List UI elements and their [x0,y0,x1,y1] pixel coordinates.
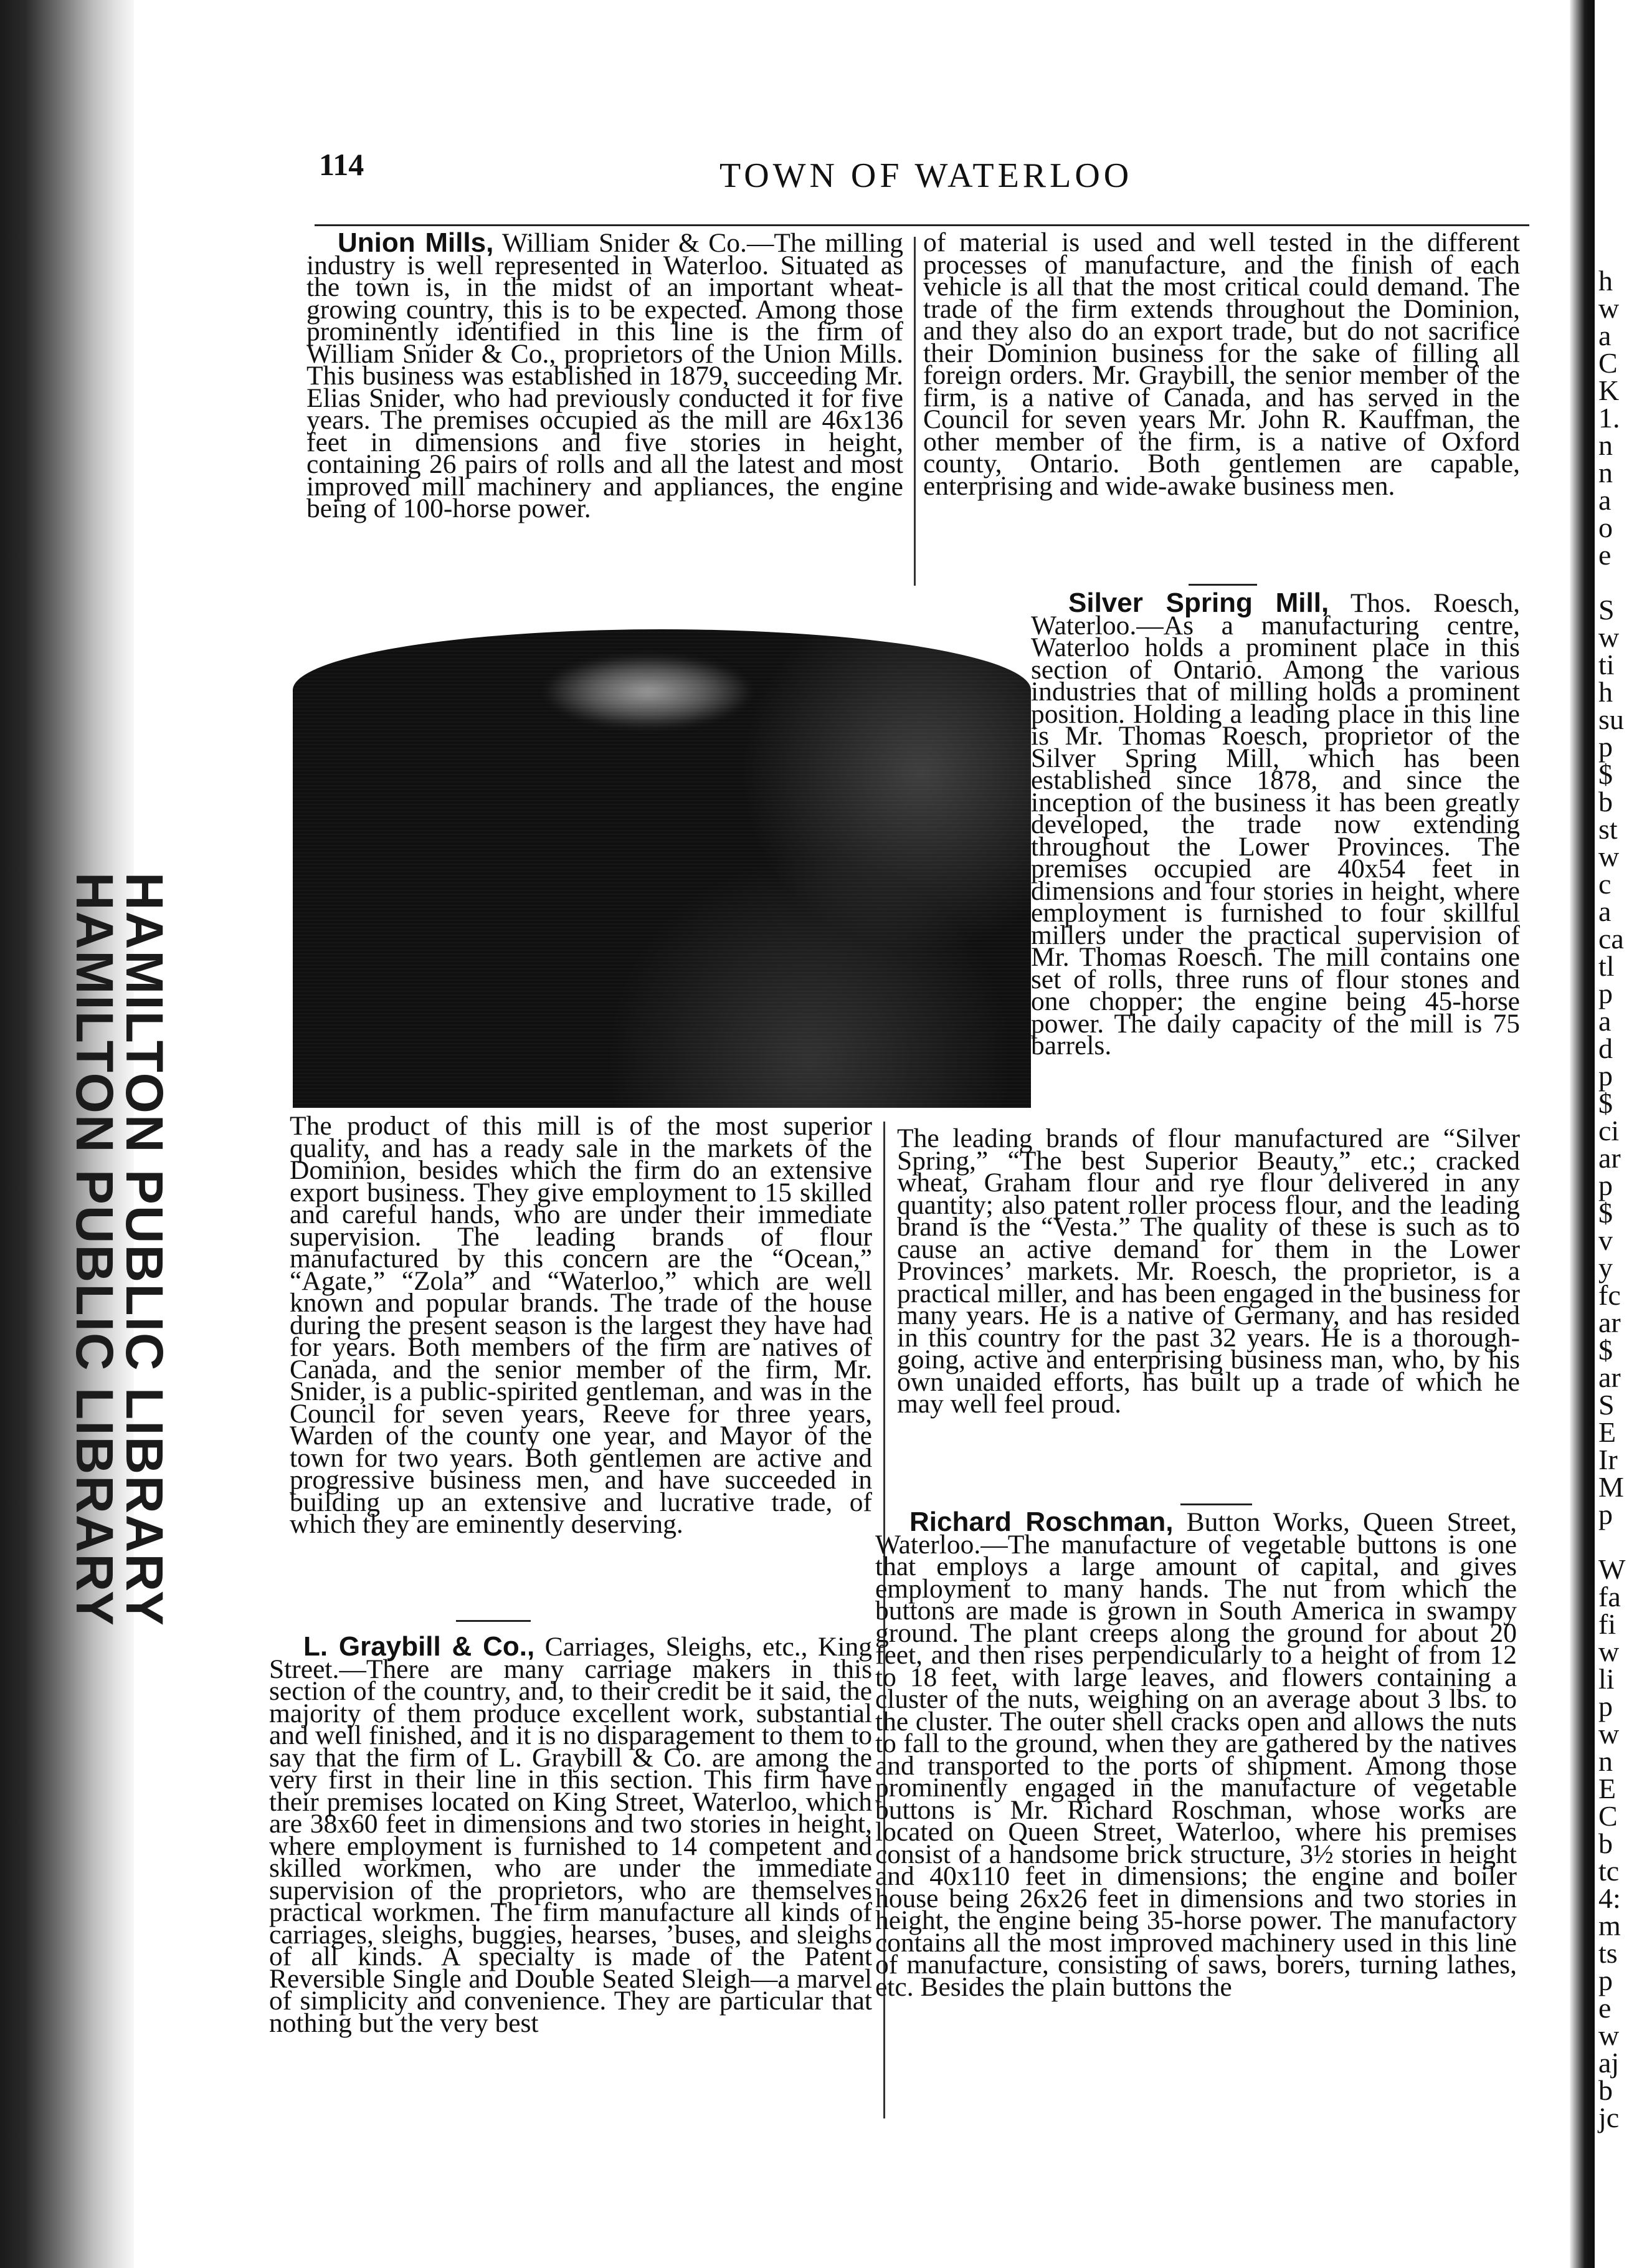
facing-page-edge [1595,0,1652,2268]
facing-page-fragment: K [1598,374,1620,406]
facing-page-fragment: su [1598,703,1624,735]
facing-page-fragment: p [1598,978,1613,1009]
facing-page-fragment: w [1598,2019,1620,2051]
article-separator [1189,584,1257,586]
facing-page-fragment: ca [1598,923,1624,955]
page-gutter [1570,0,1595,2268]
facing-page-fragment: E [1598,1773,1616,1804]
facing-page-fragment: b [1598,786,1613,817]
facing-page-fragment: C [1598,347,1618,379]
page-number: 114 [319,147,364,182]
facing-page-fragment: 1. [1598,402,1620,434]
facing-page-fragment: h [1598,676,1613,708]
facing-page-fragment: a [1598,484,1612,516]
column-rule [914,237,916,586]
facing-page-fragment: tl [1598,950,1615,982]
article-body: The leading brands of flour manufactured are “Silver Spring,” “The best Superior Beauty,” etc.; cracked wheat, Graham flour and rye flour delivered in any quantity; also patent roller process flour, and the leading brand is the “Vesta.” The quality of these is such as to cause an active demand for them in the Lower Provinces’ markets. Mr. Roesch, the proprietor, is a practical miller, and has been engaged in the business for many years. He is a native of Germany, and has resided in this country for the past 32 years. He is a thorough-going, active and enterprising business man, who, by his own unaided efforts, has built up a trade of which he may well feel proud. [897,1123,1520,1419]
facing-page-fragment: p [1598,1690,1613,1722]
facing-page-fragment: ti [1598,649,1615,680]
facing-page-fragment: w [1598,1636,1620,1667]
facing-page-fragment: Ir [1598,1444,1618,1475]
article-union-mills-continued [290,1111,872,1539]
article-silver-spring [1031,588,1521,1060]
facing-page-fragment: w [1598,841,1620,872]
facing-page-fragment: p [1598,1965,1613,1996]
article-body: William Snider & Co.—The milling industry is well represented in Waterloo. Situated as the town is, in the midst of an important wheat-growing country, this is to be expected. Among those prominently identified in this line is the firm of William Snider & Co., proprietors of the Union Mills. This business was established in 1879, succeeding Mr. Elias Snider, who had previously conducted it for five years. The premises occupied as the mill are 46x136 feet in dimensions and five stories in height, containing 26 pairs of rolls and all the latest and most improved mill machinery and appliances, the engine being of 100-horse power. [306,228,903,523]
facing-page-fragment: n [1598,457,1613,488]
facing-page-fragment: $ [1598,758,1613,790]
facing-page-fragment: C [1598,1800,1618,1832]
article-graybill [269,1631,872,2038]
facing-page-fragment: ci [1598,1115,1620,1146]
facing-page-fragment: aj [1598,2047,1620,2079]
facing-page-fragment: ar [1598,1307,1621,1338]
library-stamp-line-1: HAMILTON PUBLIC LIBRARY [115,872,174,1627]
running-title: TOWN OF WATERLOO [719,156,1133,195]
facing-page-fragment: e [1598,1992,1612,2024]
facing-page-fragment: e [1598,539,1612,571]
facing-page-fragment: w [1598,621,1620,653]
facing-page-fragment: w [1598,1718,1620,1750]
facing-page-fragment: c [1598,868,1612,900]
facing-page-fragment: fi [1598,1608,1616,1640]
article-roschman [875,1507,1517,2002]
facing-page-fragment: v [1598,1224,1613,1256]
facing-page-fragment: li [1598,1663,1615,1695]
facing-page-fragment: ar [1598,1142,1621,1174]
article-union-mills [306,227,903,523]
facing-page-fragment: $ [1598,1087,1613,1119]
article-body: Carriages, Sleighs, etc., King Street.—There are many carriage makers in this section of the country, and, to their credit be it said, the majority of them produce excellent work, substantial and well finished, and it is no disparagement to them to say that the firm of L. Graybill & Co. are among the very first in their line in this section. This firm have their premises located on King Street, Waterloo, which are 38x60 feet in dimensions and two stories in height, where employment is furnished to 14 competent and skilled workmen, who are under the immediate supervision of the proprietors, who are themselves practical workmen. The firm manufacture all kinds of carriages, sleighs, buggies, hearses, ’buses, and sleighs of all kinds. A specialty is made of the Patent Reversible Single and Double Seated Sleigh—a marvel of simplicity and convenience. They are particular that nothing but the very best [269,1632,872,2038]
facing-page-fragment: ar [1598,1361,1621,1393]
facing-page-fragment: ts [1598,1937,1618,1969]
article-body: of material is used and well tested in the different processes of manufacture, and the finish of each vehicle is all that the most critical could demand. The trade of the firm extends throughout the Dominion, and they also do an export trade, but do not sacrifice their Dominion business for the sake of filling all foreign orders. Mr. Graybill, the senior member of the firm, is a native of Canada, and has served in the Council for seven years Mr. John R. Kauffman, the other member of the firm, is a native of Oxford county, Ontario. Both gentlemen are capable, enterprising and wide-awake business men. [923,227,1520,501]
article-body: Button Works, Queen Street, Waterloo.—The manufacture of vegetable buttons is one that employs a large amount of capital, and gives employment to many hands. The nut from which the buttons are made is grown in South America in swampy ground. The plant creeps along the ground for about 20 feet, and then rises perpendicularly to a height of from 12 to 18 feet, with large leaves, and flowers containing a cluster of the nuts, weighing on an average about 3 lbs. to the cluster. The outer shell cracks open and allows the nuts to fall to the ground, when they are gathered by the natives and transported to the ports of shipment. Among those prominently engaged in the manufacture of vegetable buttons is Mr. Richard Roschman, whose works are located on Queen Street, Waterloo, where his premises consist of a handsome brick structure, 3½ stories in height and 40x110 feet in dimensions; the engine and boiler house being 26x26 feet in dimensions and two stories in height, the engine being 35-horse power. The manufactory contains all the most improved machinery used in this line of manufacture, consisting of saws, borers, turning lathes, etc. Besides the plain buttons the [875,1507,1517,2002]
facing-page-fragment: b [1598,1827,1613,1859]
facing-page-fragment: p [1598,1498,1613,1530]
article-heading: Richard Roschman, [909,1507,1174,1537]
article-body: The product of this mill is of the most superior quality, and has a ready sale in the markets of the Dominion, besides which the firm do an extensive export business. They give employment to 15 skilled and careful hands, who are under their immediate supervision. The leading brands of flour manufactured by this concern are the “Ocean,” “Agate,” “Zola” and “Waterloo,” which are well known and popular brands. The trade of the house during the present season is the largest they have had for years. Both members of the firm are natives of Canada, and the senior member of the firm, Mr. Snider, is a public-spirited gentleman, and was in the Council for seven years, Reeve for three years, Warden of the county one year, and Mayor of the town for two years. Both gentlemen are active and progressive business men, and have succeeded in building up an extensive and lucrative trade, of which they are eminently deserving. [290,1111,872,1539]
facing-page-fragment: st [1598,813,1618,845]
article-heading: Silver Spring Mill, [1068,588,1329,618]
facing-page-fragment: m [1598,1910,1621,1942]
article-body: Thos. Roesch, Waterloo.—As a manufacturing centre, Waterloo holds a prominent place in this section of Ontario. Among the various industries that of milling holds a prominent position. Holding a leading place in this line is Mr. Thomas Roesch, proprietor of the Silver Spring Mill, which has been established since 1878, and since the inception of the business it has been greatly developed, the trade now extending throughout the Lower Provinces. The premises occupied are 40x54 feet in dimensions and four stories in height, where employment is furnished to four skillful millers under the practical supervision of Mr. Thomas Roesch. The mill contains one set of rolls, three runs of flour stones and one chopper; the engine being 45-horse power. The daily capacity of the mill is 75 barrels. [1031,588,1521,1060]
facing-page-fragment: p [1598,1060,1613,1092]
facing-page-fragment: $ [1598,1334,1613,1366]
article-separator [1180,1503,1252,1505]
facing-page-fragment: a [1598,895,1612,927]
facing-page-fragment: jc [1598,2102,1620,2133]
facing-page-fragment: W [1598,1553,1626,1585]
facing-page-fragment: y [1598,1252,1613,1284]
facing-page-fragment: p [1598,731,1613,763]
facing-page-fragment: a [1598,1005,1612,1037]
mill-photograph [293,629,1031,1108]
article-heading: Union Mills, [338,227,494,258]
facing-page-fragment: w [1598,292,1620,324]
article-separator [456,1620,531,1622]
facing-page-fragment: n [1598,429,1613,461]
header-rule [315,224,1529,226]
article-heading: L. Graybill & Co., [303,1631,535,1662]
facing-page-fragment: p [1598,1170,1613,1201]
facing-page-fragment: S [1598,594,1615,626]
article-graybill-continued [923,227,1520,501]
facing-page-fragment: n [1598,1745,1613,1777]
facing-page-fragment: $ [1598,1197,1613,1229]
facing-page-fragment: o [1598,512,1613,543]
facing-page-fragment: a [1598,320,1612,351]
facing-page-fragment: M [1598,1471,1624,1503]
facing-page-fragment: d [1598,1032,1613,1064]
facing-page-fragment: tc [1598,1855,1620,1887]
facing-page-fragment: b [1598,2074,1613,2106]
library-stamp [65,872,187,1745]
facing-page-fragment: fa [1598,1581,1621,1613]
article-silver-spring-continued [897,1123,1520,1419]
facing-page-fragment: 4: [1598,1882,1621,1914]
facing-page-fragment: S [1598,1389,1615,1421]
library-stamp-line-2: HAMILTON PUBLIC LIBRARY [65,872,124,1627]
facing-page-fragment: h [1598,265,1613,297]
facing-page-fragment: E [1598,1416,1616,1448]
facing-page-fragment: fc [1598,1279,1621,1311]
